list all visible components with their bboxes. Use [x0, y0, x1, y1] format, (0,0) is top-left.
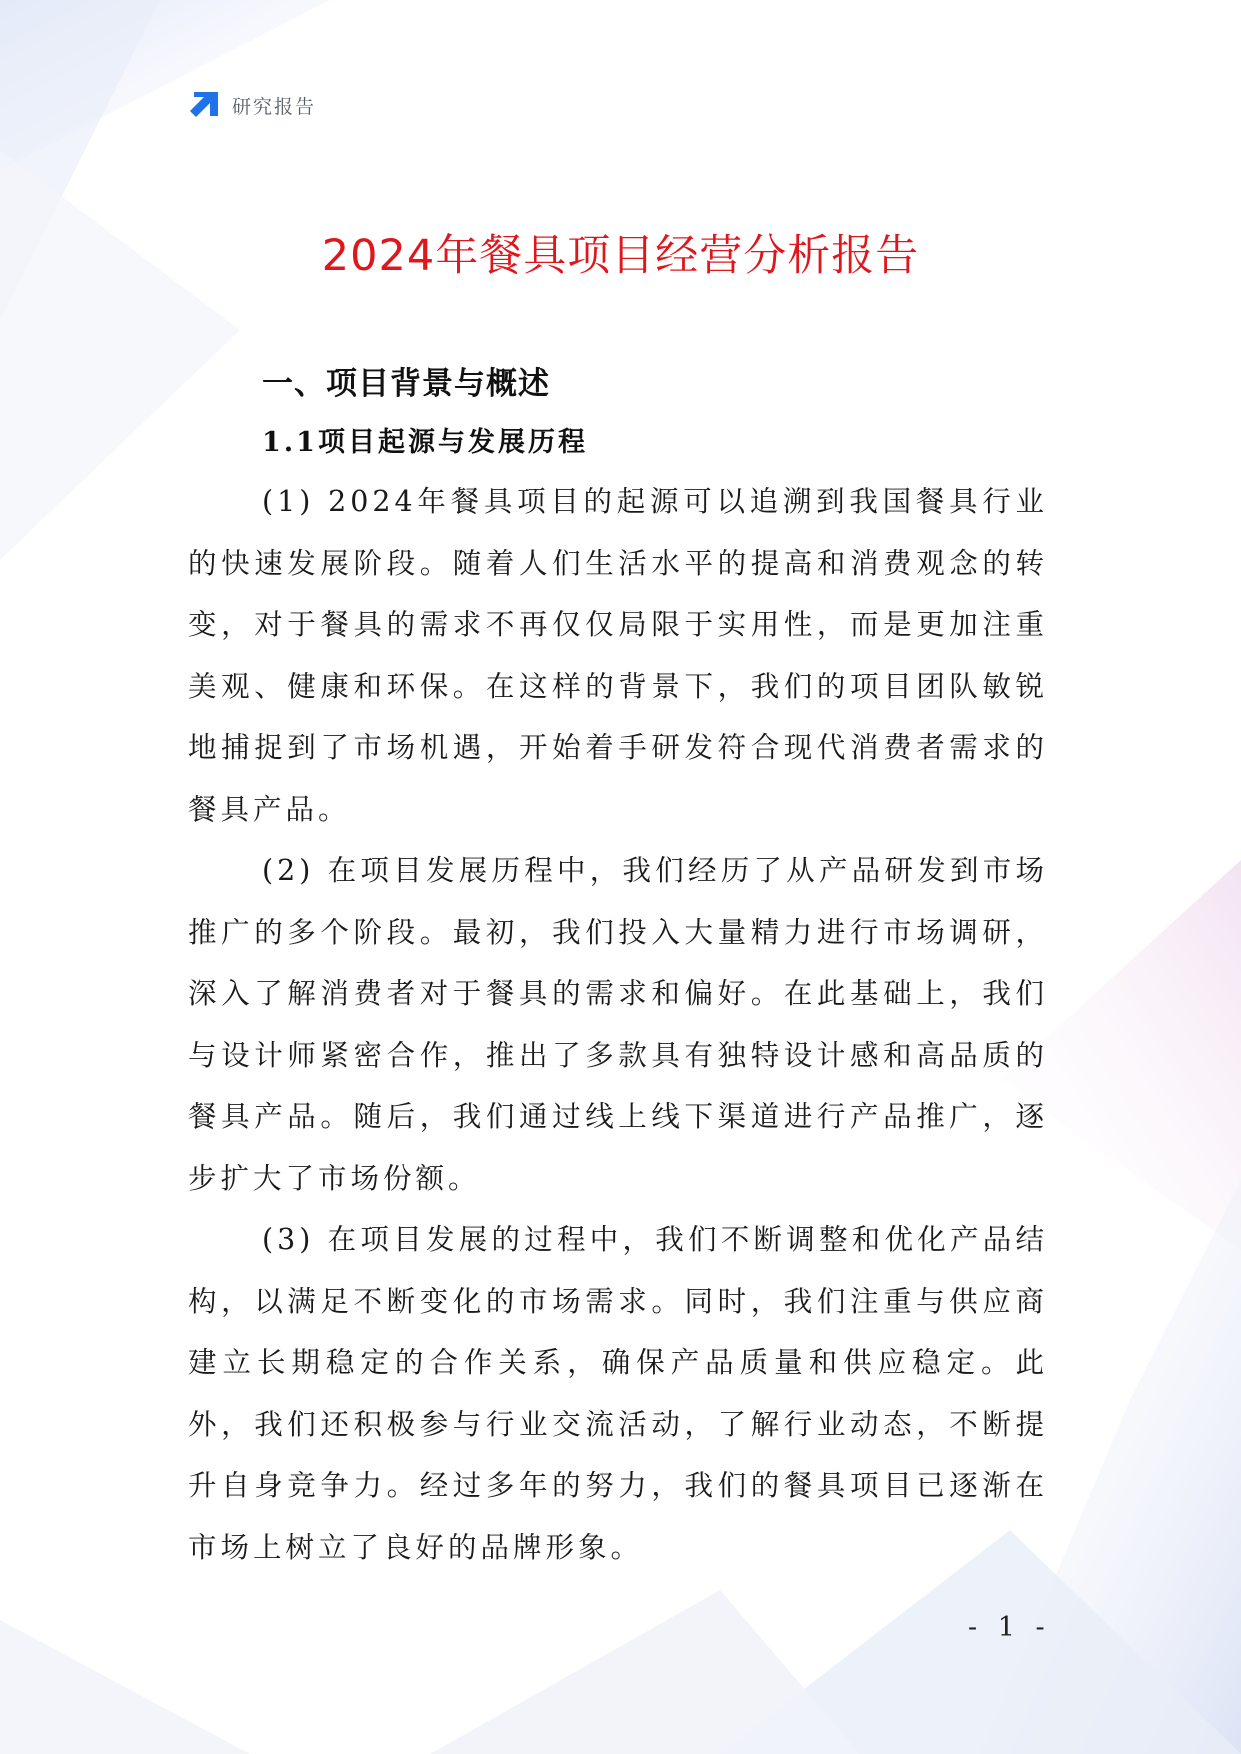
page-number: - 1 -: [968, 1612, 1051, 1643]
subsection-heading: 1.1项目起源与发展历程: [262, 427, 588, 458]
paragraph-1: (1) 2024年餐具项目的起源可以追溯到我国餐具行业的快速发展阶段。随着人们生活水平的提高和消费观念的转变，对于餐具的需求不再仅仅局限于实用性，而是更加注重美观、健康和环保。在这样的背景下，我们的项目团队敏锐地捕捉到了市场机遇，开始着手研发符合现代消费者需求的餐具产品。: [188, 485, 1048, 826]
section-heading: 一、项目背景与概述: [262, 366, 550, 402]
paragraph-2: (2) 在项目发展历程中，我们经历了从产品研发到市场推广的多个阶段。最初，我们投入大量精力进行市场调研，深入了解消费者对于餐具的需求和偏好。在此基础上，我们与设计师紧密合作，推出了多款具有独特设计感和高品质的餐具产品。随后，我们通过线上线下渠道进行产品推广，逐步扩大了市场份额。: [188, 854, 1048, 1195]
brand-header: [188, 88, 316, 122]
brand-label: 研究报告: [232, 95, 317, 118]
arrow-up-right-icon: [188, 88, 222, 122]
paragraph-3: (3) 在项目发展的过程中，我们不断调整和优化产品结构，以满足不断变化的市场需求。同时，我们注重与供应商建立长期稳定的合作关系，确保产品质量和供应稳定。此外，我们还积极参与行业交流活动，了解行业动态，不断提升自身竞争力。经过多年的努力，我们的餐具项目已逐渐在市场上树立了良好的品牌形象。: [188, 1223, 1048, 1564]
document-title: 2024年餐具项目经营分析报告: [321, 231, 920, 281]
